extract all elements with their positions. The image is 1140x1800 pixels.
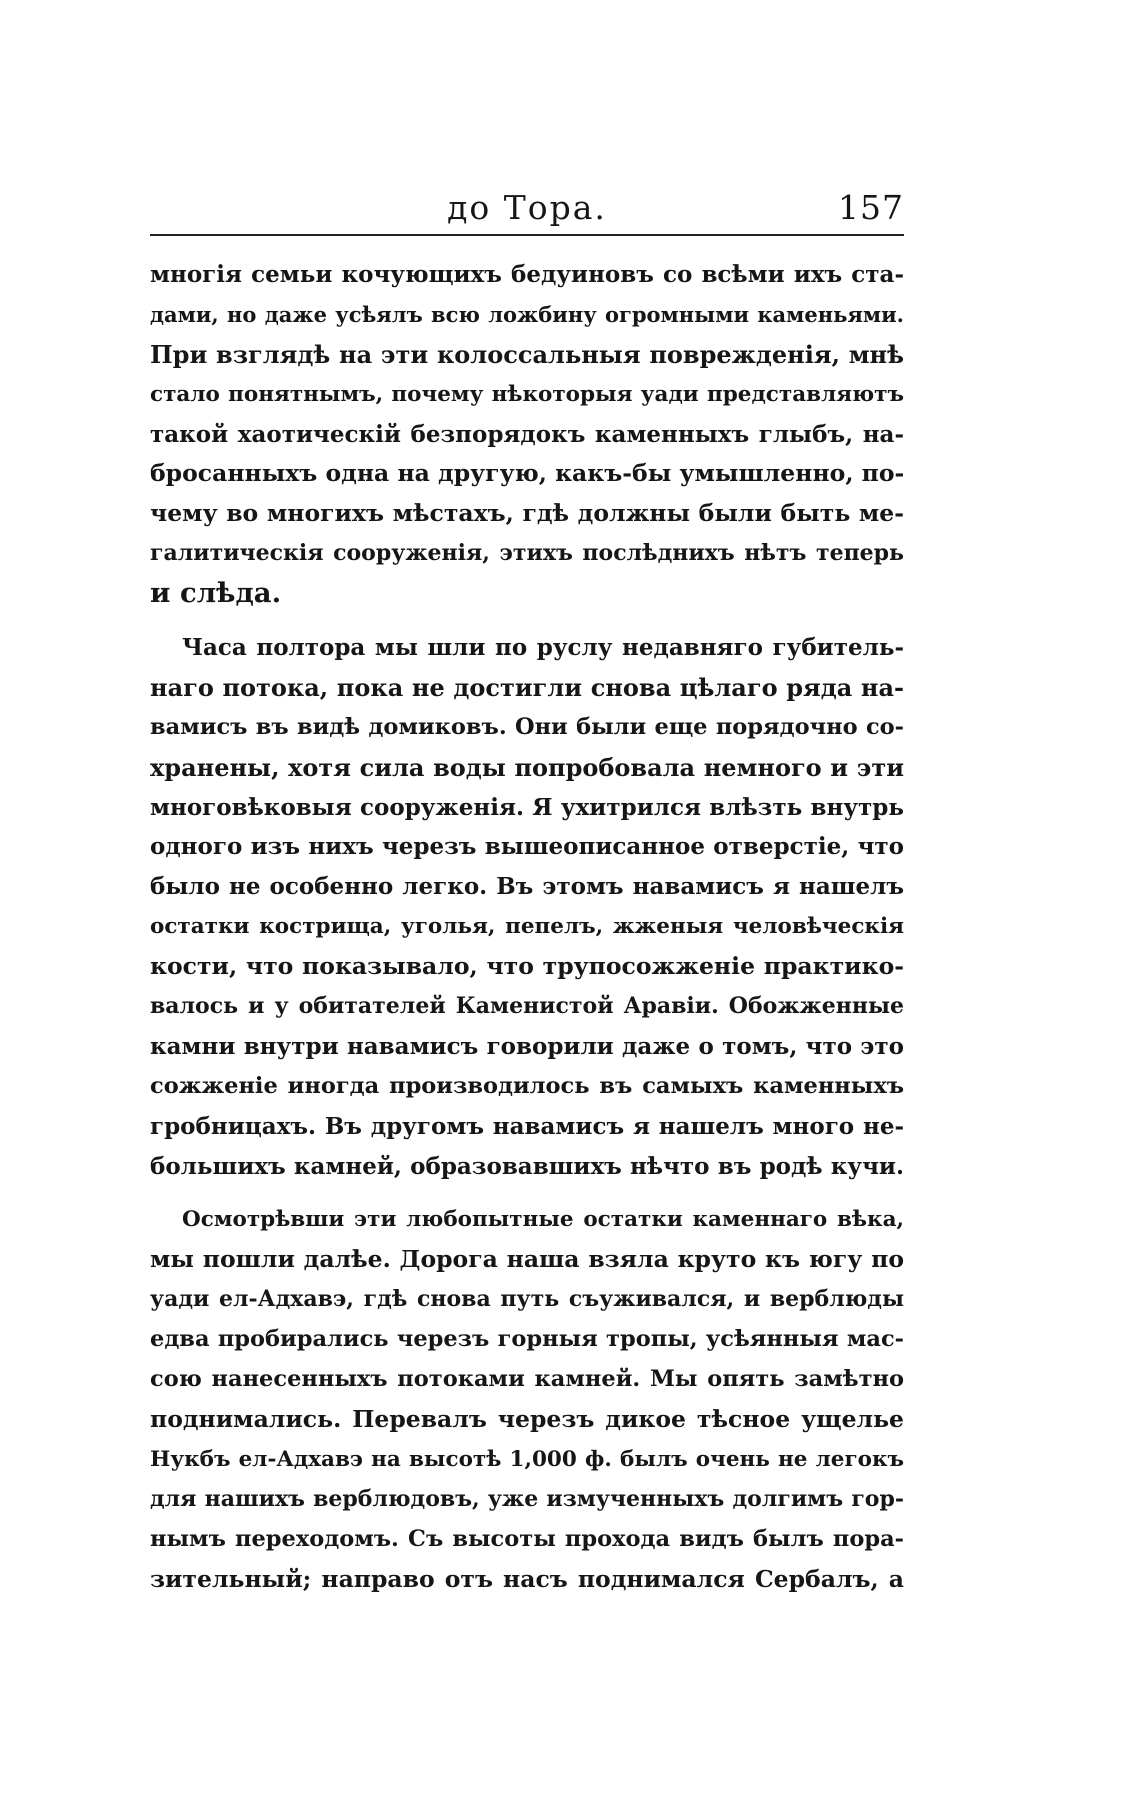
- paragraph-gap: [150, 1186, 904, 1200]
- page-number: 157: [838, 188, 904, 227]
- header-rule: [150, 234, 904, 236]
- text-line: бросанныхъ одна на другую, какъ-бы умышленно, по-: [150, 459, 904, 488]
- text-line: стало понятнымъ, почему нѣкоторыя уади представляютъ: [150, 381, 904, 407]
- paragraph-3: [150, 1200, 904, 1599]
- text-line: Часа полтора мы шли по руслу недавняго губитель-: [182, 634, 904, 662]
- text-line: для нашихъ верблюдовъ, уже измученныхъ долгимъ гор-: [150, 1485, 904, 1512]
- text-line: сою нанесенныхъ потоками камней. Мы опять замѣтно: [150, 1366, 904, 1393]
- text-line: такой хаотическій безпорядокъ каменныхъ глыбъ, на-: [150, 420, 904, 448]
- text-line: поднимались. Перевалъ черезъ дикое тѣсное ущелье: [150, 1404, 904, 1433]
- paragraph-2: [150, 628, 904, 1186]
- text-line: Осмотрѣвши эти любопытные остатки каменнаго вѣка,: [182, 1207, 904, 1233]
- text-line: большихъ камней, образовавшихъ нѣчто въ родѣ кучи.: [150, 1152, 904, 1180]
- text-line: многія семьи кочующихъ бедуиновъ со всѣми ихъ ста-: [150, 261, 904, 288]
- text-line: едва пробирались черезъ горныя тропы, усѣянныя мас-: [150, 1326, 904, 1353]
- text-line: и слѣда.: [150, 577, 282, 610]
- text-line: чему во многихъ мѣстахъ, гдѣ должны были быть ме-: [150, 499, 904, 528]
- text-line: галитическія сооруженія, этихъ послѣднихъ нѣтъ теперь: [150, 540, 904, 567]
- paragraph-1: [150, 255, 904, 614]
- text-line: Нукбъ ел-Адхавэ на высотѣ 1,000 ф. былъ очень не легокъ: [150, 1446, 904, 1472]
- text-line: кости, что показывало, что трупосожженіе практико-: [150, 952, 904, 981]
- text-line: гробницахъ. Въ другомъ навамисъ я нашелъ много не-: [150, 1112, 904, 1140]
- text-line: зительный; направо отъ насъ поднимался Сербалъ, а: [150, 1564, 904, 1593]
- text-line: хранены, хотя сила воды попробовала немного и эти: [150, 752, 904, 782]
- paragraph-gap: [150, 614, 904, 628]
- text-line: остатки кострища, уголья, пепелъ, жженыя человѣческія: [150, 914, 904, 940]
- text-line: уади ел-Адхавэ, гдѣ снова путь съуживался, и верблюды: [150, 1286, 904, 1313]
- text-line: многовѣковыя сооруженія. Я ухитрился влѣзть внутрь: [150, 793, 904, 821]
- running-title: до Тора.: [447, 188, 607, 227]
- body-text: [150, 255, 904, 1599]
- text-line: наго потока, пока не достигли снова цѣлаго ряда на-: [150, 672, 904, 702]
- text-line: нымъ переходомъ. Съ высоты прохода видъ былъ пора-: [150, 1525, 904, 1552]
- text-line: сожженіе иногда производилось въ самыхъ каменныхъ: [150, 1072, 904, 1099]
- text-line: камни внутри навамисъ говорили даже о томъ, что это: [150, 1032, 904, 1060]
- text-line: дами, но даже усѣялъ всю ложбину огромными каменьями.: [150, 301, 904, 327]
- text-line: валось и у обитателей Каменистой Аравіи. Обожженные: [150, 993, 904, 1020]
- text-line: мы пошли далѣе. Дорога наша взяла круто къ югу по: [150, 1245, 904, 1274]
- running-head: [150, 188, 904, 230]
- text-line: вамисъ въ видѣ домиковъ. Они были еще порядочно со-: [150, 713, 904, 740]
- text-line: При взглядѣ на эти колоссальныя поврежденія, мнѣ: [150, 339, 904, 369]
- text-line: было не особенно легко. Въ этомъ навамисъ я нашелъ: [150, 873, 904, 901]
- text-line: одного изъ нихъ черезъ вышеописанное отверстіе, что: [150, 833, 904, 861]
